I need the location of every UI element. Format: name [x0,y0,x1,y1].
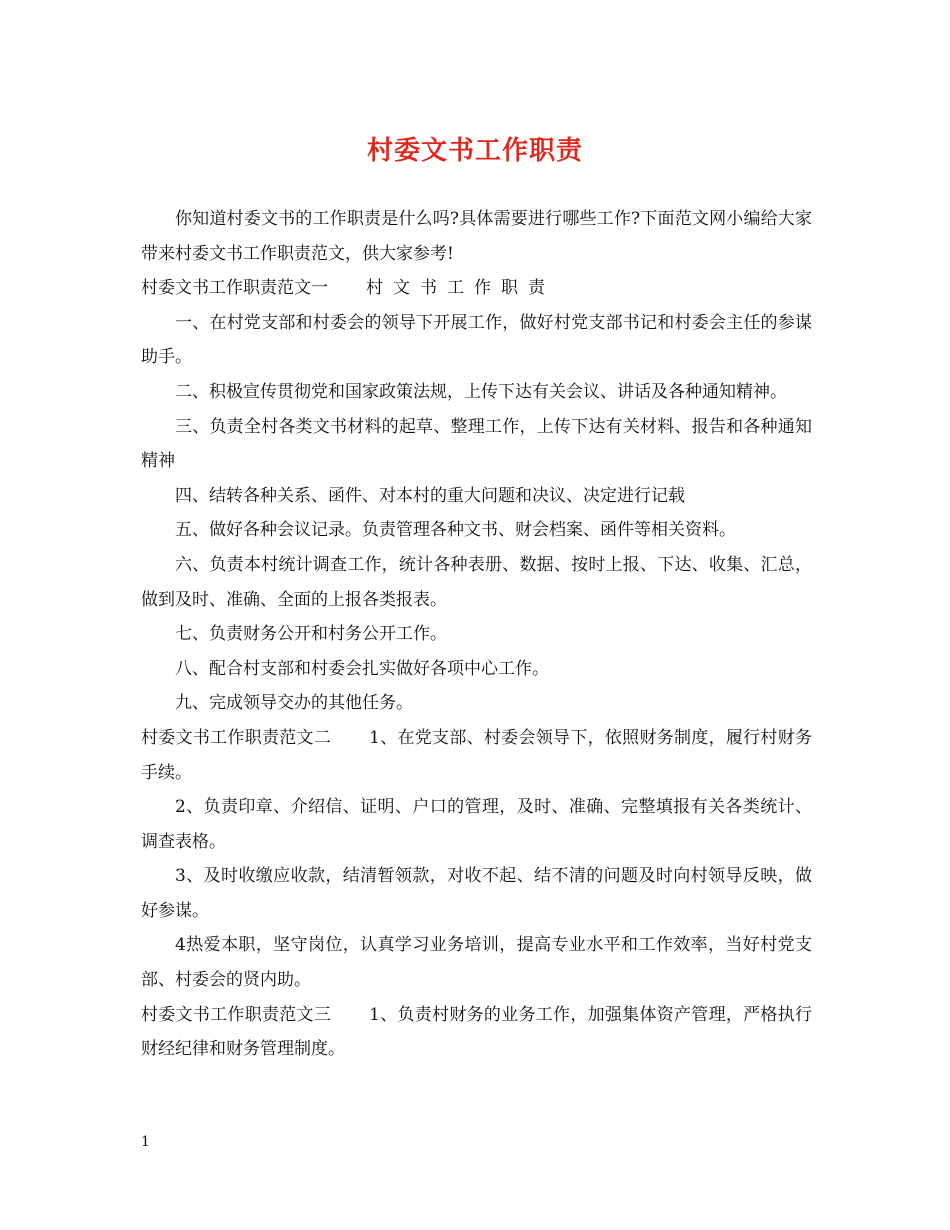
section1-subtitle: 村文书工作职责 [366,278,555,299]
section1-heading [141,271,812,306]
section2-item-4: 4热爱本职，坚守岗位，认真学习业务培训，提高专业水平和工作效率，当好村党支部、村委会的贤内助。 [141,935,812,991]
section2-item-3: 3、及时收缴应收款，结清暂领款，对收不起、结不清的问题及时向村领导反映，做好参谋。 [141,866,812,921]
section1-item-8: 八、配合村支部和村委会扎实做好各项中心工作。 [175,658,549,679]
section2-first-item: 1、在党支部、村委会领导下，依照财务制度，履行村财务手续。 [141,727,812,783]
section1-item-5: 五、做好各种会议记录。负责管理各种文书、财会档案、函件等相关资料。 [175,520,736,541]
document-title: 村委文书工作职责 [366,136,583,166]
section1-item-2: 二、积极宣传贯彻党和国家政策法规，上传下达有关会议、讲话及各种通知精神。 [175,381,787,402]
section3-heading [141,998,812,1067]
section1-item-9: 九、完成领导交办的其他任务。 [175,693,413,714]
section1-item-4: 四、结转各种关系、函件、对本村的重大问题和决议、决定进行记载 [175,485,685,506]
section1-item-7: 七、负责财务公开和村务公开工作。 [175,624,447,645]
section1-item-6: 六、负责本村统计调查工作，统计各种表册、数据、按时上报、下达、收集、汇总，做到及时、准确、全面的上报各类报表。 [141,554,812,610]
section2-heading [141,721,812,790]
section1-item-3: 三、负责全村各类文书材料的起草、整理工作，上传下达有关材料、报告和各种通知精神 [141,416,812,472]
document-body [141,202,812,1067]
page-number: 1 [141,1134,150,1150]
section3-first-item: 1、负责村财务的业务工作，加强集体资产管理，严格执行财经纪律和财务管理制度。 [141,1004,812,1060]
section2-item-2: 2、负责印章、介绍信、证明、户口的管理，及时、准确、完整填报有关各类统计、调查表格。 [141,797,812,852]
section3-label: 村委文书工作职责范文三 [141,1004,332,1025]
section1-label: 村委文书工作职责范文一 [141,278,328,299]
intro-paragraph: 你知道村委文书的工作职责是什么吗?具体需要进行哪些工作?下面范文网小编给大家带来村委文书工作职责范文，供大家参考! [141,209,812,264]
section2-label: 村委文书工作职责范文二 [141,727,332,748]
section1-item-1: 一、在村党支部和村委会的领导下开展工作，做好村党支部书记和村委会主任的参谋助手。 [141,312,812,368]
